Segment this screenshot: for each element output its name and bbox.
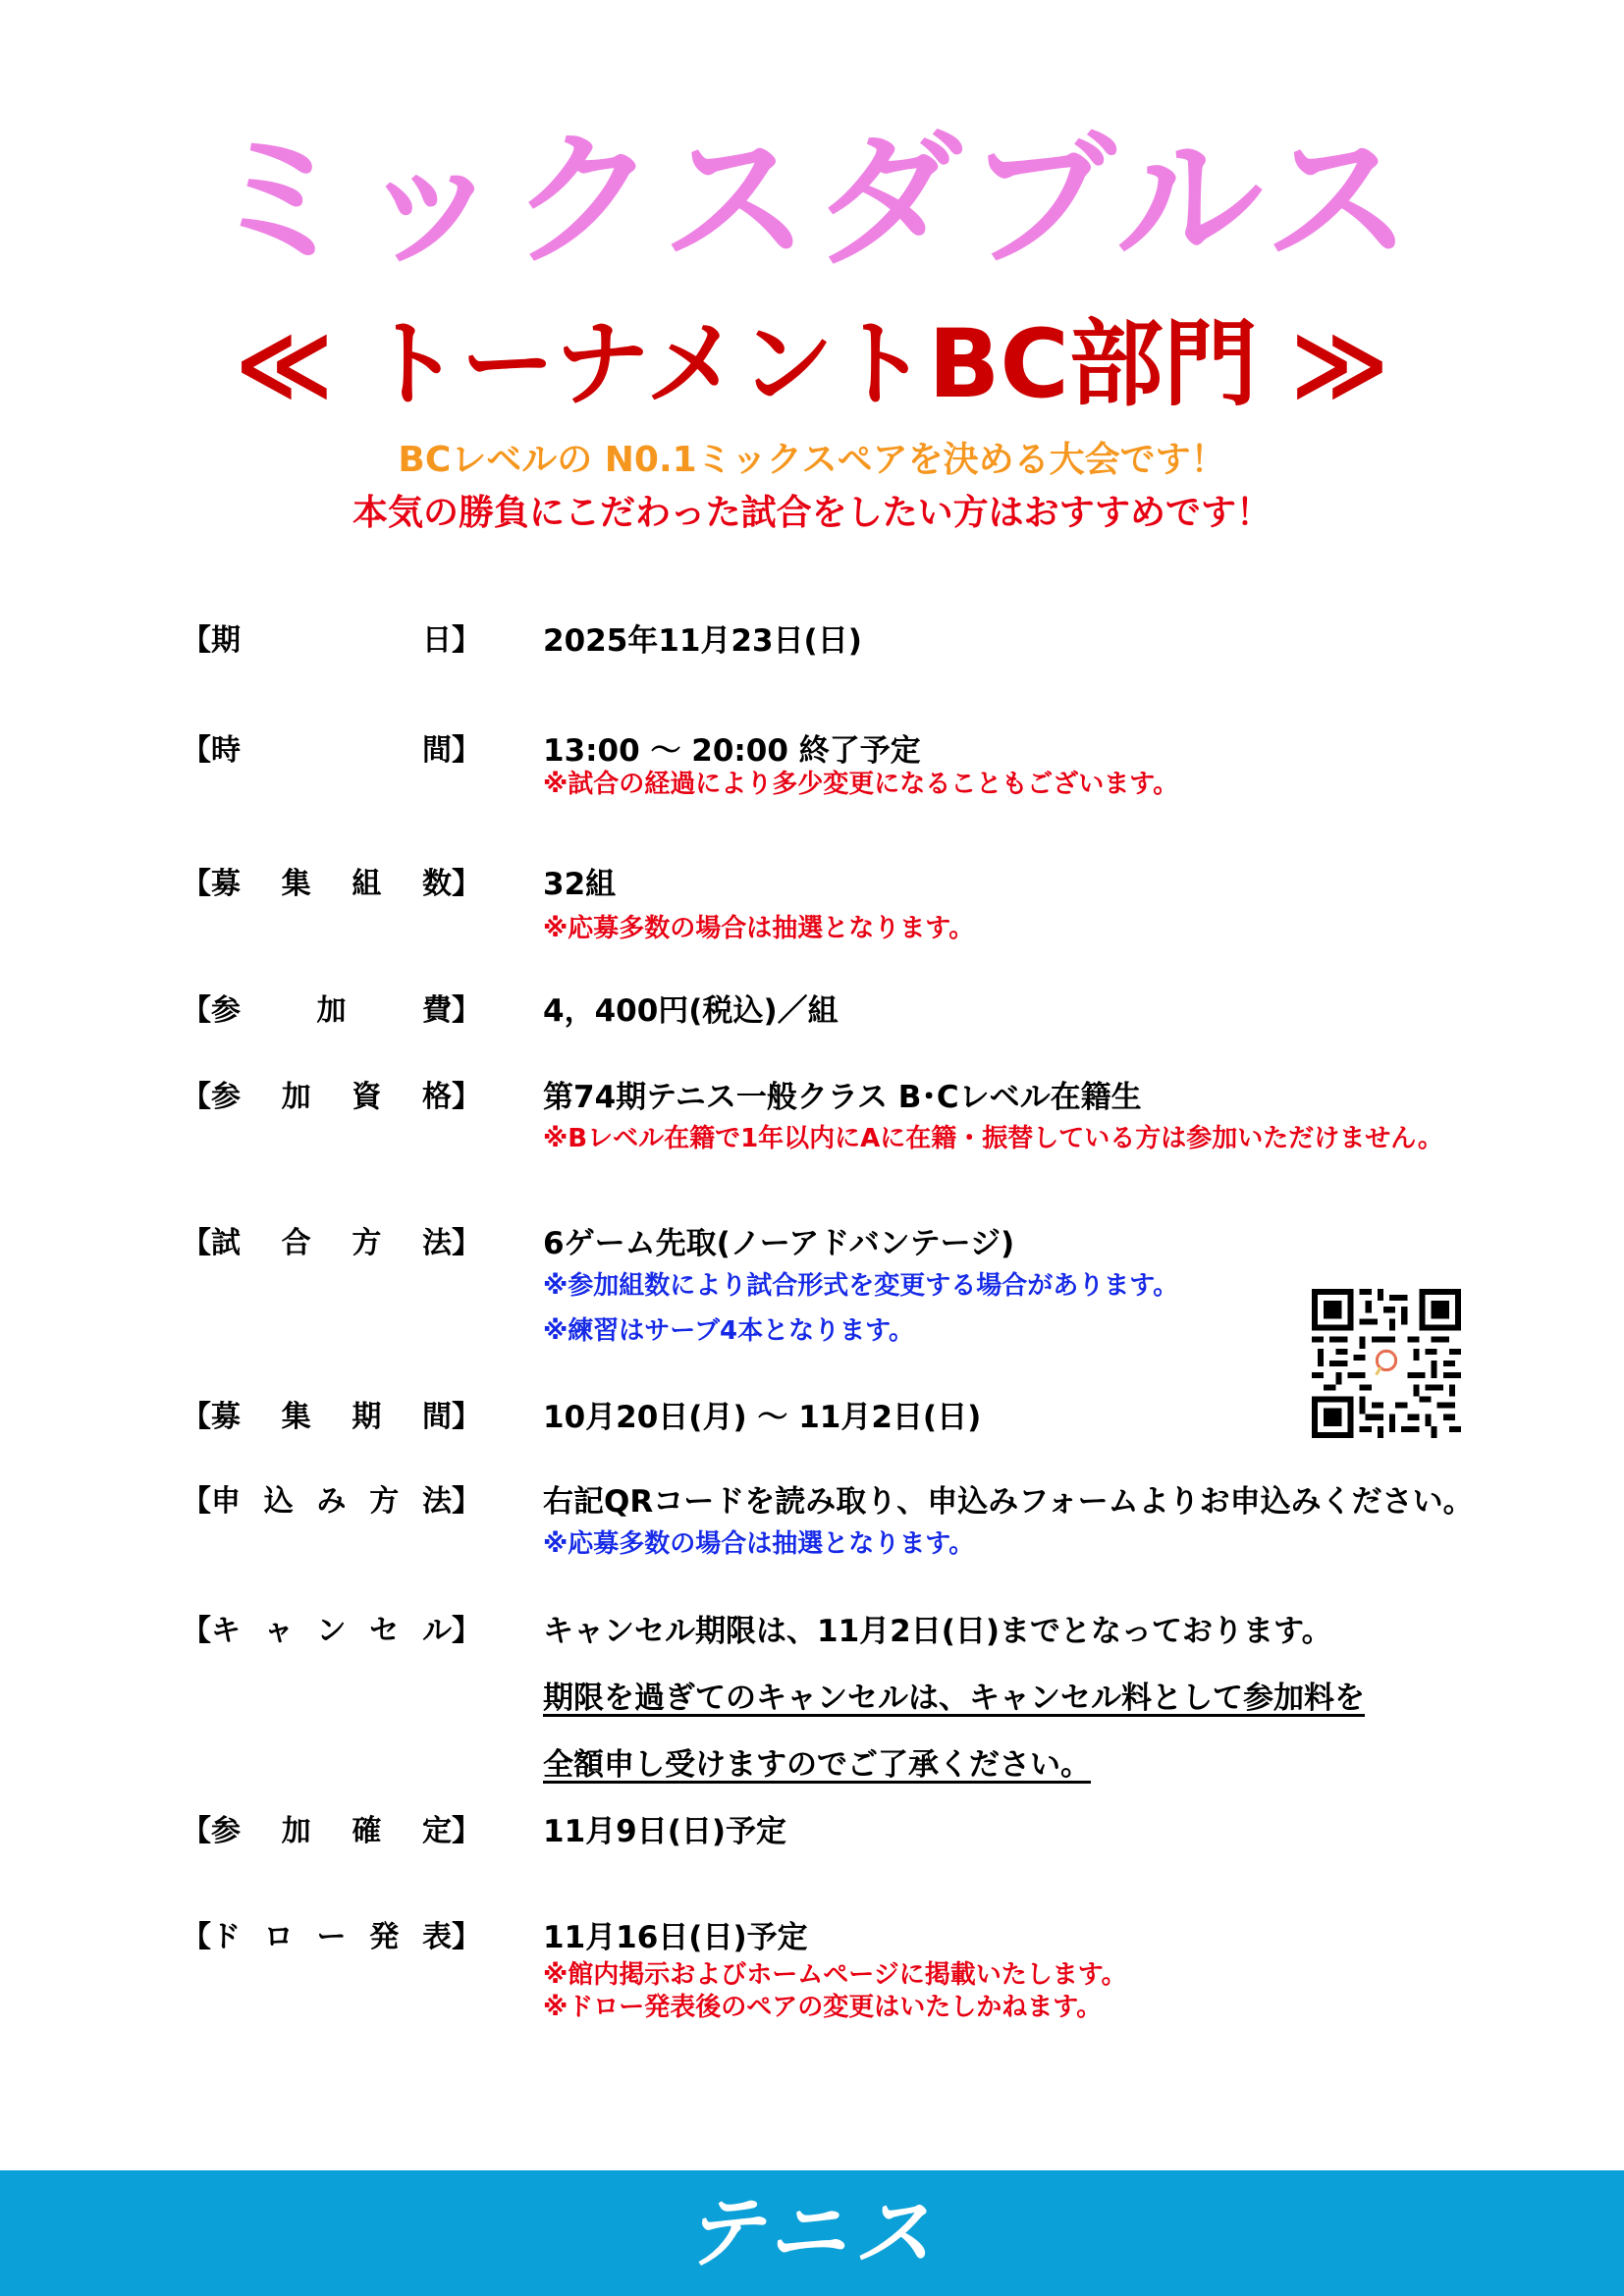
- label-char: 費】: [422, 993, 481, 1028]
- note-format-1: ※参加組数により試合形式を変更する場合があります。: [543, 1271, 1179, 1301]
- label-char: 法】: [422, 1484, 481, 1519]
- label-cancel: [182, 1615, 481, 1648]
- label-char: 【期: [182, 623, 241, 658]
- label-char: 【募: [182, 867, 241, 901]
- tagline-2: 本気の勝負にこだわった試合をしたい方はおすすめです！: [352, 493, 1272, 533]
- label-char: 【参: [182, 993, 241, 1028]
- label-char: ロ: [263, 1920, 294, 1954]
- label-draw: [182, 1921, 481, 1954]
- value-teams: 32組: [543, 867, 617, 902]
- tagline-1: BCレベルの N0.1ミックスペアを決める大会です！: [398, 440, 1226, 480]
- label-char: 間】: [421, 1400, 481, 1434]
- label-char: 【ド: [182, 1920, 241, 1954]
- label-char: 方: [352, 1226, 382, 1260]
- label-char: 日】: [422, 623, 481, 658]
- label-confirm: [182, 1815, 481, 1848]
- label-char: 込: [263, 1484, 294, 1519]
- label-char: 組: [352, 867, 382, 901]
- label-apply: [182, 1485, 481, 1519]
- value-fee: 4，400円(税込)／組: [543, 993, 839, 1029]
- label-date: [182, 624, 481, 658]
- label-char: 集: [281, 1400, 311, 1434]
- page-title: ミックスダブルス: [206, 116, 1418, 287]
- value-time: 13:00 ～ 20:00 終了予定: [543, 733, 921, 769]
- label-char: ャ: [263, 1614, 294, 1648]
- value-confirm: 11月9日(日)予定: [543, 1814, 787, 1849]
- label-teams: [182, 868, 481, 901]
- label-char: 定】: [421, 1814, 481, 1848]
- label-char: ー: [316, 1920, 347, 1954]
- value-format: 6ゲーム先取(ノーアドバンテージ): [543, 1226, 1015, 1261]
- label-char: 加: [281, 1080, 311, 1114]
- label-char: 【試: [182, 1226, 241, 1260]
- label-char: 【参: [182, 1080, 241, 1114]
- label-char: 集: [281, 867, 311, 901]
- label-char: 加: [281, 1814, 311, 1848]
- note-format-2: ※練習はサーブ4本となります。: [543, 1316, 914, 1346]
- value-cancel-1: キャンセル期限は、11月2日(日)までとなっております。: [543, 1614, 1332, 1649]
- label-char: ル】: [422, 1614, 481, 1648]
- label-char: 資: [352, 1080, 382, 1114]
- label-char: 確: [352, 1814, 382, 1848]
- footer-logo: テニス: [683, 2187, 941, 2278]
- page-subtitle: ≪ トーナメントBC部門 ≫: [235, 309, 1389, 419]
- label-char: 方: [369, 1484, 400, 1519]
- value-cancel-2: 期限を過ぎてのキャンセルは、キャンセル料として参加料を: [543, 1681, 1365, 1716]
- label-char: み: [316, 1484, 347, 1519]
- label-char: 数】: [421, 867, 481, 901]
- label-char: 合: [281, 1226, 311, 1260]
- label-char: 格】: [421, 1080, 481, 1114]
- label-char: 加: [316, 993, 347, 1028]
- label-char: 【キ: [182, 1614, 241, 1648]
- label-format: [182, 1227, 481, 1260]
- label-eligibility: [182, 1081, 481, 1114]
- note-draw-2: ※ドロー発表後のペアの変更はいたしかねます。: [543, 1993, 1103, 2022]
- value-apply: 右記QRコードを読み取り、申込みフォームよりお申込みください。: [543, 1484, 1474, 1520]
- label-char: セ: [369, 1614, 400, 1648]
- value-period: 10月20日(月) ～ 11月2日(日): [543, 1400, 982, 1435]
- label-char: 間】: [422, 733, 481, 768]
- label-char: 表】: [422, 1920, 481, 1954]
- note-apply: ※応募多数の場合は抽選となります。: [543, 1529, 975, 1559]
- label-char: 【参: [182, 1814, 241, 1848]
- value-draw: 11月16日(日)予定: [543, 1920, 808, 1955]
- label-period: [182, 1401, 481, 1434]
- label-char: 期: [352, 1400, 382, 1434]
- label-char: 法】: [421, 1226, 481, 1260]
- value-eligibility: 第74期テニス一般クラス B･Cレベル在籍生: [543, 1080, 1142, 1115]
- note-time: ※試合の経過により多少変更になることもございます。: [543, 770, 1179, 799]
- label-char: 【申: [182, 1484, 241, 1519]
- note-teams: ※応募多数の場合は抽選となります。: [543, 914, 975, 943]
- label-fee: [182, 994, 481, 1028]
- note-eligibility: ※Bレベル在籍で1年以内にAに在籍・振替している方は参加いただけません。: [543, 1124, 1443, 1153]
- label-char: 【時: [182, 733, 241, 768]
- value-cancel-3: 全額申し受けますのでご了承ください。: [543, 1747, 1091, 1783]
- label-char: 発: [369, 1920, 400, 1954]
- label-char: 【募: [182, 1400, 241, 1434]
- label-time: [182, 734, 481, 768]
- label-char: ン: [316, 1614, 347, 1648]
- note-draw-1: ※館内掲示およびホームページに掲載いたします。: [543, 1960, 1127, 1990]
- value-date: 2025年11月23日(日): [543, 623, 862, 659]
- footer-bar: [0, 2170, 1624, 2296]
